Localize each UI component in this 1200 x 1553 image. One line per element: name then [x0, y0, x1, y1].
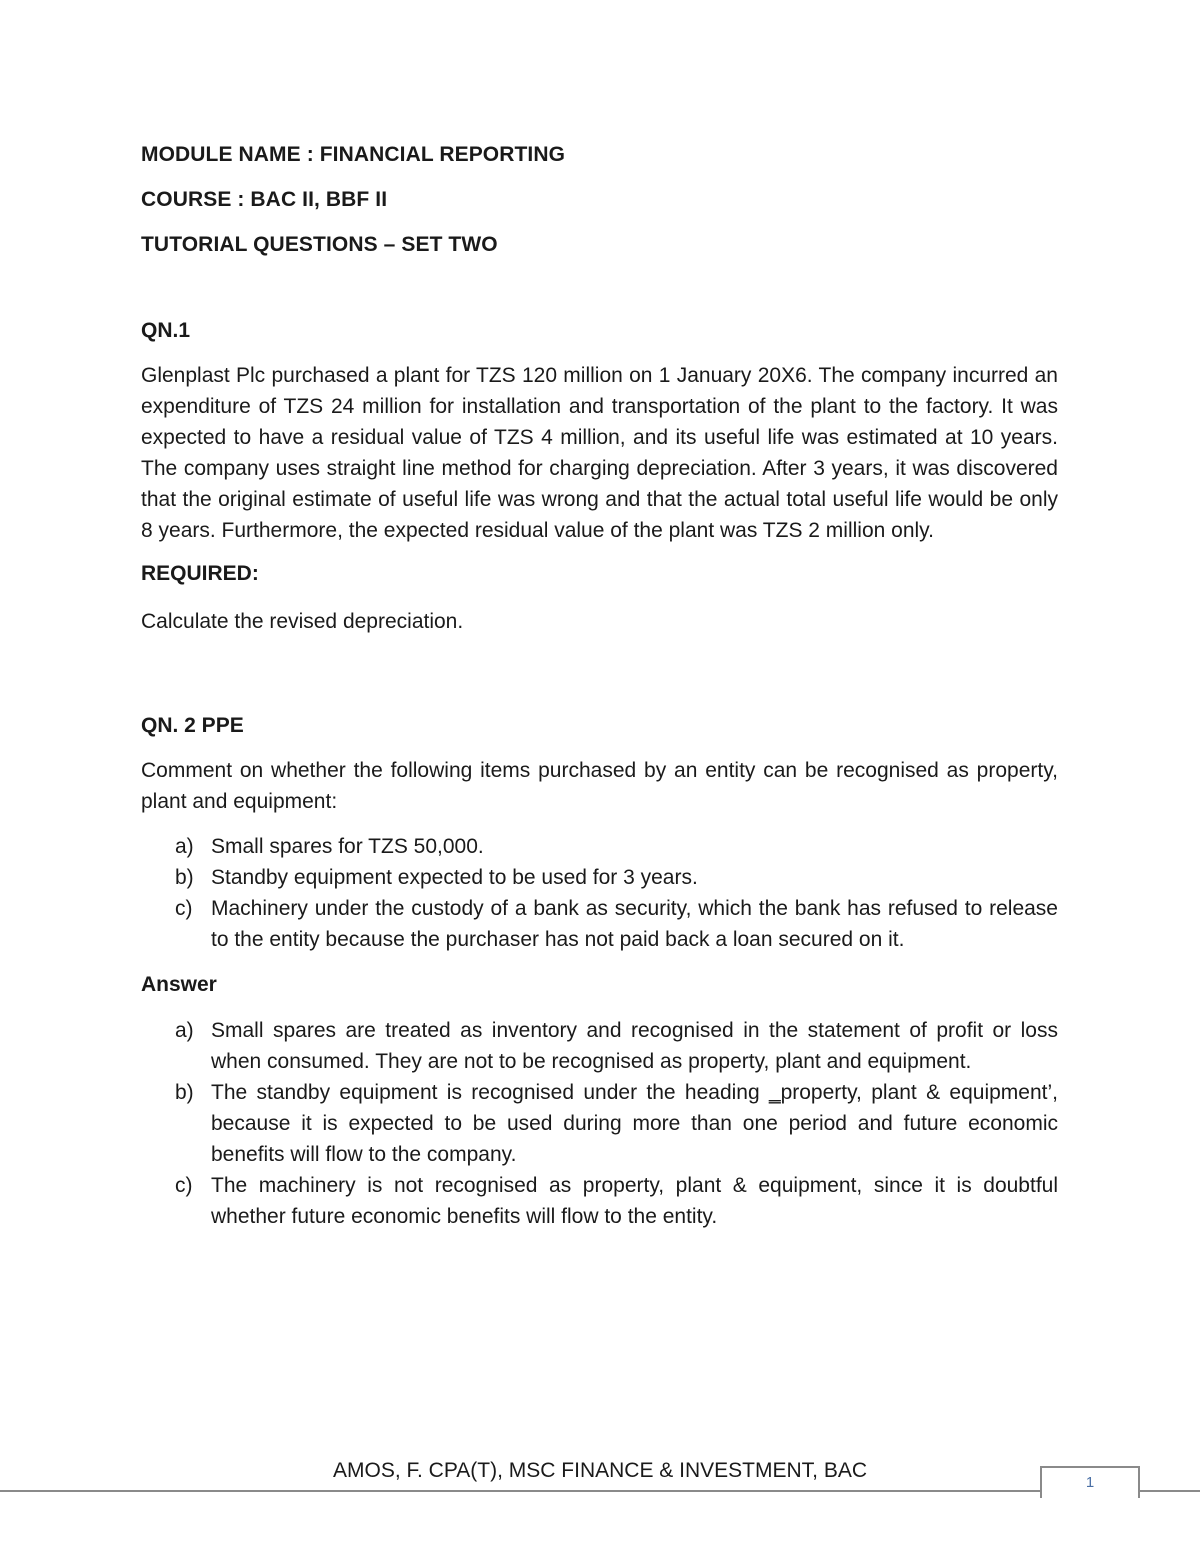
footer-author: AMOS, F. CPA(T), MSC FINANCE & INVESTMENT, BAC	[333, 1459, 867, 1482]
spacer	[141, 740, 1058, 755]
spacer	[141, 345, 1058, 360]
spacer	[141, 817, 1058, 831]
list-item-text: Small spares are treated as inventory and recognised in the statement of profit or loss when consumed. They are not to be recognised as property, plant and equipment.	[211, 1019, 1058, 1073]
spacer	[141, 999, 1058, 1015]
required-label: REQUIRED:	[141, 562, 259, 585]
list-item	[141, 831, 1058, 862]
page-number: 1	[1085, 1474, 1095, 1491]
list-marker: b)	[175, 1081, 194, 1104]
course-heading: COURSE : BAC II, BBF II	[141, 188, 388, 211]
spacer	[141, 259, 1058, 317]
required-text: Calculate the revised depreciation.	[141, 610, 464, 633]
list-item	[141, 893, 1058, 955]
list-item	[141, 1077, 1058, 1170]
list-item-text: The machinery is not recognised as property, plant & equipment, since it is doubtful whether future economic benefits will flow to the entity.	[211, 1174, 1058, 1228]
list-item-text: Standby equipment expected to be used for 3 years.	[211, 866, 698, 889]
question-2-title: QN. 2 PPE	[141, 714, 244, 737]
question-1-title: QN.1	[141, 319, 191, 342]
list-item	[141, 1170, 1058, 1232]
list-item	[141, 862, 1058, 893]
spacer	[141, 588, 1058, 606]
tutorial-set-heading: TUTORIAL QUESTIONS – SET TWO	[141, 233, 498, 256]
list-marker: c)	[175, 897, 193, 920]
list-marker: c)	[175, 1174, 193, 1197]
list-item-text: Machinery under the custody of a bank as security, which the bank has refused to release to the entity because the purchaser has not paid back a loan secured on it.	[211, 897, 1058, 951]
list-marker: a)	[175, 1019, 194, 1042]
spacer	[141, 637, 1058, 712]
question-2-intro: Comment on whether the following items purchased by an entity can be recognised as property, plant and equipment:	[141, 759, 1058, 813]
question-2-items	[141, 831, 1058, 955]
list-item	[141, 1015, 1058, 1077]
list-marker: b)	[175, 866, 194, 889]
module-name-heading: MODULE NAME : FINANCIAL REPORTING	[141, 143, 566, 166]
answer-label: Answer	[141, 973, 217, 996]
answer-items	[141, 1015, 1058, 1232]
question-1-body: Glenplast Plc purchased a plant for TZS 120 million on 1 January 20X6. The company incurred an expenditure of TZS 24 million for installation and transportation of the plant to the factory. It was expected to have a residual value of TZS 4 million, and its useful life was estimated at 10 years. The company uses straight line method for charging depreciation. After 3 years, it was discovered that the original estimate of useful life was wrong and that the actual total useful life would be only 8 years. Furthermore, the expected residual value of the plant was TZS 2 million only.	[141, 364, 1058, 542]
list-item-text: Small spares for TZS 50,000.	[211, 835, 484, 858]
page-content	[141, 141, 1058, 1232]
list-item-text: The standby equipment is recognised under the heading ‗property, plant & equipment’, because it is expected to be used during more than one period and future economic benefits will flow to the company.	[211, 1081, 1058, 1166]
spacer	[141, 546, 1058, 560]
spacer	[141, 955, 1058, 971]
page-number-box	[1040, 1466, 1140, 1498]
footer-rule	[0, 1490, 1200, 1492]
list-marker: a)	[175, 835, 194, 858]
